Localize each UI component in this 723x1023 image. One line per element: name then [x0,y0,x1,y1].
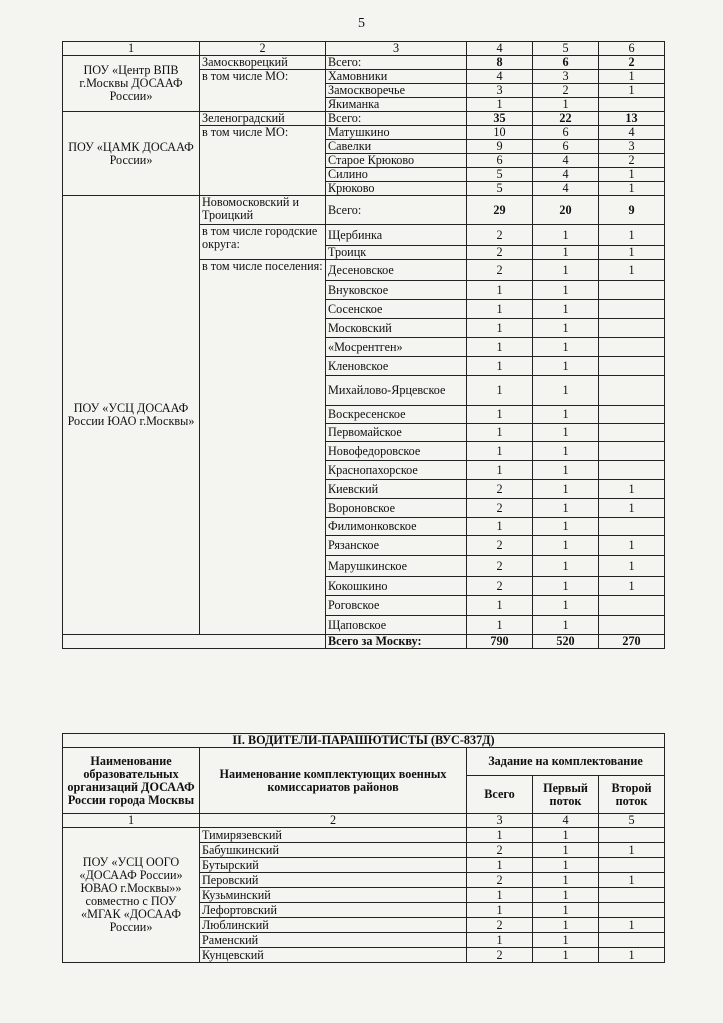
municipality-name: Матушкино [326,126,467,140]
municipality-name: Всего: [326,196,467,225]
quota-value: 1 [533,281,599,300]
quota-value: 1 [533,338,599,357]
quota-value [599,338,665,357]
quota-value: 1 [533,536,599,556]
column-number: 2 [200,42,326,56]
organization-name: ПОУ «УСЦ ДОСААФ России ЮАО г.Москвы» [63,196,200,635]
municipality-name: Марушкинское [326,556,467,577]
quota-value: 2 [467,577,533,596]
municipality-name: Силино [326,168,467,182]
quota-value [599,442,665,461]
quota-value [599,98,665,112]
quota-value: 35 [467,112,533,126]
quota-value: 1 [599,536,665,556]
municipality-name: Воскресенское [326,406,467,424]
quota-value: 2 [467,246,533,260]
quota-value: 1 [599,246,665,260]
quota-value: 1 [599,182,665,196]
quota-value: 1 [467,98,533,112]
quota-value [599,933,665,948]
quota-value: 1 [533,260,599,281]
district-label: в том числе городские округа: [200,225,326,260]
quota-value [599,888,665,903]
quota-value: 2 [599,154,665,168]
quota-value [599,518,665,536]
commissariat-name: Лефортовский [200,903,467,918]
header-second-stream: Второй поток [599,776,665,814]
quota-value: 2 [599,56,665,70]
municipality-name: Хамовники [326,70,467,84]
quota-value: 2 [467,260,533,281]
quota-value: 1 [533,357,599,376]
quota-value: 1 [467,376,533,406]
district-label: в том числе поселения: [200,260,326,635]
quota-value: 1 [599,843,665,858]
district-label: Новомосковский и Троицкий [200,196,326,225]
municipality-name: Крюково [326,182,467,196]
organization-name: ПОУ «УСЦ ООГО «ДОСААФ России» ЮВАО г.Москвы»» совместно с ПОУ «МГАК «ДОСААФ России» [63,828,200,963]
empty-cell [63,635,326,649]
municipality-name: Щаповское [326,616,467,635]
quota-value: 4 [533,154,599,168]
municipality-name: «Мосрентген» [326,338,467,357]
commissariat-name: Перовский [200,873,467,888]
quota-value: 1 [533,903,599,918]
quota-value: 1 [467,406,533,424]
quota-value: 1 [599,948,665,963]
quota-value [599,858,665,873]
quota-value: 1 [599,480,665,499]
quota-value: 2 [467,480,533,499]
quota-value: 1 [599,577,665,596]
quota-value: 1 [533,596,599,616]
quota-value: 4 [533,168,599,182]
table-row [63,112,665,126]
column-number: 3 [326,42,467,56]
quota-value: 1 [533,888,599,903]
quota-value: 2 [467,948,533,963]
quota-value: 4 [467,70,533,84]
quota-value: 29 [467,196,533,225]
quota-value: 1 [599,260,665,281]
municipality-name: Кленовское [326,357,467,376]
quota-value: 1 [467,338,533,357]
quota-value: 1 [533,406,599,424]
quota-value: 1 [533,828,599,843]
commissariat-name: Тимирязевский [200,828,467,843]
quota-value: 1 [533,499,599,518]
municipality-name: Первомайское [326,424,467,442]
quota-value: 1 [533,319,599,338]
municipality-name: Новофедоровское [326,442,467,461]
district-label: в том числе МО: [200,70,326,112]
quota-value: 1 [467,828,533,843]
quota-value: 1 [533,556,599,577]
municipality-name: Рязанское [326,536,467,556]
district-label: Замоскворецкий [200,56,326,70]
commissariat-name: Бабушкинский [200,843,467,858]
municipality-name: Десеновское [326,260,467,281]
quota-value [599,424,665,442]
commissariat-name: Бутырский [200,858,467,873]
quota-value: 1 [533,225,599,246]
quota-table-drivers-parachutists [62,733,665,963]
municipality-name: Внуковское [326,281,467,300]
quota-value: 6 [533,126,599,140]
quota-value: 22 [533,112,599,126]
municipality-name: Старое Крюково [326,154,467,168]
municipality-name: Михайлово-Ярцевское [326,376,467,406]
total-value: 520 [533,635,599,649]
quota-value: 1 [533,376,599,406]
quota-value: 1 [467,903,533,918]
municipality-name: Всего: [326,112,467,126]
total-value: 790 [467,635,533,649]
quota-value: 6 [467,154,533,168]
quota-value [599,406,665,424]
quota-value: 13 [599,112,665,126]
quota-value: 1 [599,84,665,98]
quota-value: 1 [533,480,599,499]
header-organization: Наименование образовательных организаций ДОСААФ России города Москвы [63,748,200,814]
quota-value: 5 [467,168,533,182]
quota-value: 1 [533,300,599,319]
organization-name: ПОУ «ЦАМК ДОСААФ России» [63,112,200,196]
quota-value: 1 [467,596,533,616]
column-number: 1 [63,42,200,56]
quota-value: 1 [533,577,599,596]
column-number-row [63,814,665,828]
quota-value: 1 [533,518,599,536]
quota-value [599,616,665,635]
quota-value: 5 [467,182,533,196]
quota-value: 1 [533,873,599,888]
quota-value: 1 [467,858,533,873]
quota-value: 1 [599,499,665,518]
quota-value: 1 [467,461,533,480]
total-value: 270 [599,635,665,649]
quota-value: 4 [533,182,599,196]
quota-value: 2 [467,556,533,577]
quota-value: 8 [467,56,533,70]
quota-value: 1 [599,556,665,577]
quota-value: 2 [467,225,533,246]
municipality-name: Савелки [326,140,467,154]
column-number: 1 [63,814,200,828]
column-number-row [63,42,665,56]
quota-value: 6 [533,56,599,70]
quota-value [599,828,665,843]
header-commissariats: Наименование комплектующих военных комиссариатов районов [200,748,467,814]
quota-value: 2 [467,499,533,518]
table-row [63,196,665,225]
commissariat-name: Раменский [200,933,467,948]
municipality-name: Филимонковское [326,518,467,536]
quota-value [599,300,665,319]
column-number: 4 [533,814,599,828]
quota-value: 3 [599,140,665,154]
municipality-name: Краснопахорское [326,461,467,480]
quota-value: 1 [599,873,665,888]
quota-value: 1 [533,858,599,873]
municipality-name: Щербинка [326,225,467,246]
total-label: Всего за Москву: [326,635,467,649]
quota-value: 1 [533,98,599,112]
quota-value: 1 [467,442,533,461]
quota-value: 1 [467,300,533,319]
municipality-name: Замоскворечье [326,84,467,98]
table-row [63,828,665,843]
quota-value: 1 [533,461,599,480]
quota-value: 1 [467,319,533,338]
quota-value: 3 [467,84,533,98]
municipality-name: Роговское [326,596,467,616]
municipality-name: Троицк [326,246,467,260]
quota-value [599,596,665,616]
quota-value: 20 [533,196,599,225]
quota-value: 1 [467,518,533,536]
municipality-name: Кокошкино [326,577,467,596]
quota-value [599,461,665,480]
district-label: Зеленоградский [200,112,326,126]
commissariat-name: Кунцевский [200,948,467,963]
column-number: 2 [200,814,467,828]
column-number: 5 [599,814,665,828]
quota-value: 1 [533,933,599,948]
quota-value: 1 [599,70,665,84]
table-row [63,56,665,70]
municipality-name: Всего: [326,56,467,70]
municipality-name: Киевский [326,480,467,499]
municipality-name: Вороновское [326,499,467,518]
quota-value: 1 [467,888,533,903]
quota-value: 1 [599,225,665,246]
quota-value: 1 [533,616,599,635]
organization-name: ПОУ «Центр ВПВ г.Москвы ДОСААФ России» [63,56,200,112]
quota-value: 1 [599,168,665,182]
quota-value: 3 [533,70,599,84]
commissariat-name: Люблинский [200,918,467,933]
quota-value: 2 [467,918,533,933]
quota-value: 1 [467,933,533,948]
total-row [63,635,665,649]
quota-value: 1 [533,442,599,461]
quota-table-part1 [62,41,665,649]
section-title: II. ВОДИТЕЛИ-ПАРАШЮТИСТЫ (ВУС-837Д) [63,734,665,748]
quota-value: 2 [467,536,533,556]
quota-value: 1 [467,281,533,300]
quota-value [599,903,665,918]
district-label: в том числе МО: [200,126,326,196]
quota-value [599,319,665,338]
municipality-name: Якиманка [326,98,467,112]
municipality-name: Сосенское [326,300,467,319]
header-total: Всего [467,776,533,814]
header-task: Задание на комплектование [467,748,665,776]
quota-value: 2 [467,873,533,888]
column-number: 5 [533,42,599,56]
quota-value: 1 [467,616,533,635]
municipality-name: Московский [326,319,467,338]
quota-value: 10 [467,126,533,140]
quota-value: 1 [533,843,599,858]
quota-value: 1 [533,424,599,442]
column-number: 6 [599,42,665,56]
quota-value: 9 [599,196,665,225]
page-number: 5 [358,16,365,31]
quota-value: 4 [599,126,665,140]
quota-value: 1 [533,246,599,260]
quota-value: 1 [533,918,599,933]
quota-value [599,281,665,300]
quota-value: 2 [533,84,599,98]
quota-value: 1 [467,424,533,442]
quota-value: 6 [533,140,599,154]
quota-value: 1 [467,357,533,376]
column-number: 4 [467,42,533,56]
quota-value [599,357,665,376]
quota-value: 9 [467,140,533,154]
quota-value: 1 [533,948,599,963]
column-number: 3 [467,814,533,828]
commissariat-name: Кузьминский [200,888,467,903]
quota-value: 2 [467,843,533,858]
quota-value: 1 [599,918,665,933]
header-first-stream: Первый поток [533,776,599,814]
quota-value [599,376,665,406]
